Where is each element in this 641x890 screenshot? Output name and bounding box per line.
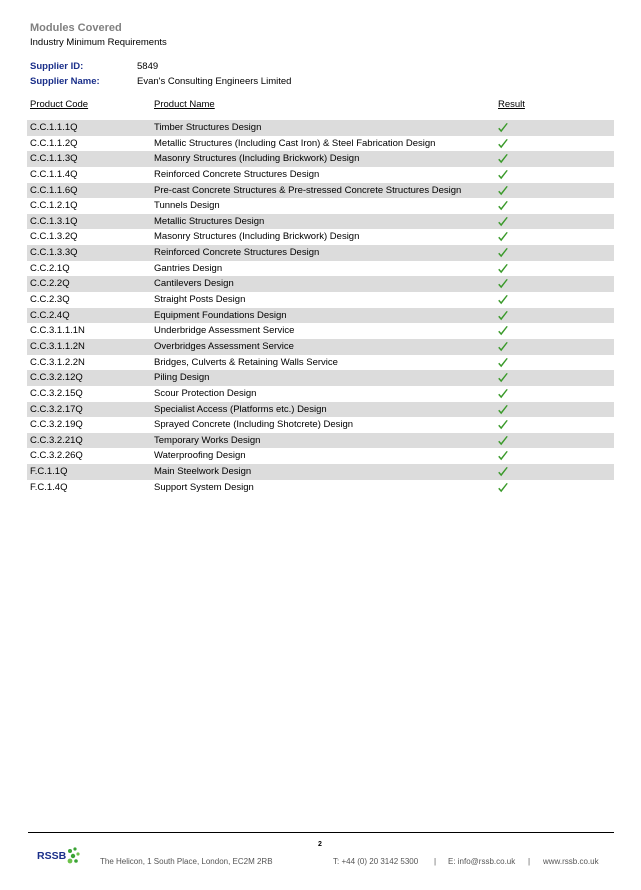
checkmark-icon	[497, 216, 509, 228]
table-row	[27, 355, 614, 371]
product-name: Metallic Structures (Including Cast Iron) & Steel Fabrication Design	[154, 137, 436, 149]
checkmark-icon	[497, 325, 509, 337]
supplier-name-label: Supplier Name:	[30, 76, 100, 87]
product-code: C.C.1.3.1Q	[30, 215, 78, 227]
product-name: Scour Protection Design	[154, 387, 257, 399]
product-code: C.C.3.2.15Q	[30, 387, 83, 399]
product-name: Tunnels Design	[154, 200, 220, 212]
checkmark-icon	[497, 263, 509, 275]
product-name: Specialist Access (Platforms etc.) Design	[154, 403, 327, 415]
checkmark-icon	[497, 200, 509, 212]
checkmark-icon	[497, 169, 509, 181]
supplier-id-label: Supplier ID:	[30, 61, 84, 72]
product-name: Masonry Structures (Including Brickwork) Design	[154, 153, 360, 165]
product-code: C.C.3.2.26Q	[30, 450, 83, 462]
table-row	[27, 402, 614, 418]
supplier-name-line	[30, 76, 291, 87]
checkmark-icon	[497, 247, 509, 259]
product-code: C.C.3.1.2.2N	[30, 356, 85, 368]
table-row	[27, 448, 614, 464]
supplier-id-value: 5849	[137, 61, 159, 72]
product-code: C.C.1.2.1Q	[30, 200, 78, 212]
checkmark-icon	[497, 388, 509, 400]
product-name: Metallic Structures Design	[154, 215, 265, 227]
product-name: Reinforced Concrete Structures Design	[154, 247, 320, 259]
product-name: Support System Design	[154, 481, 254, 493]
product-name: Waterproofing Design	[154, 450, 246, 462]
product-code: C.C.3.2.17Q	[30, 403, 83, 415]
footer-separator: |	[434, 857, 437, 866]
product-name: Equipment Foundations Design	[154, 309, 287, 321]
product-code: C.C.2.3Q	[30, 294, 70, 306]
product-name: Gantries Design	[154, 262, 223, 274]
product-code: F.C.1.4Q	[30, 481, 68, 493]
checkmark-icon	[497, 294, 509, 306]
footer-phone: T: +44 (0) 20 3142 5300	[333, 857, 419, 866]
page-title: Modules Covered	[30, 22, 122, 34]
checkmark-icon	[497, 450, 509, 462]
product-code: C.C.2.1Q	[30, 262, 70, 274]
product-name: Piling Design	[154, 372, 210, 384]
table-row	[27, 339, 614, 355]
column-header-name: Product Name	[154, 99, 215, 110]
table-row	[27, 183, 614, 199]
table-row	[27, 480, 614, 496]
footer-website: www.rssb.co.uk	[543, 857, 599, 866]
checkmark-icon	[497, 138, 509, 150]
product-code: C.C.1.1.2Q	[30, 137, 78, 149]
table-row	[27, 276, 614, 292]
checkmark-icon	[497, 435, 509, 447]
product-code: C.C.2.2Q	[30, 278, 70, 290]
checkmark-icon	[497, 278, 509, 290]
product-name: Sprayed Concrete (Including Shotcrete) Design	[154, 419, 354, 431]
checkmark-icon	[497, 404, 509, 416]
checkmark-icon	[497, 310, 509, 322]
product-code: C.C.3.2.19Q	[30, 419, 83, 431]
product-name: Main Steelwork Design	[154, 466, 252, 478]
product-code: C.C.2.4Q	[30, 309, 70, 321]
product-name: Bridges, Culverts & Retaining Walls Service	[154, 356, 338, 368]
product-code: C.C.1.1.3Q	[30, 153, 78, 165]
checkmark-icon	[497, 482, 509, 494]
product-code: C.C.3.2.12Q	[30, 372, 83, 384]
footer-divider	[28, 832, 614, 833]
checkmark-icon	[497, 419, 509, 431]
checkmark-icon	[497, 231, 509, 243]
table-row	[27, 167, 614, 183]
product-code: C.C.1.1.1Q	[30, 122, 78, 133]
footer-address: The Helicon, 1 South Place, London, EC2M 2RB	[100, 857, 273, 866]
modules-table	[27, 120, 614, 495]
product-name: Overbridges Assessment Service	[154, 340, 294, 352]
checkmark-icon	[497, 122, 509, 134]
table-row	[27, 214, 614, 230]
logo-text: RSSB	[37, 850, 67, 862]
table-row	[27, 323, 614, 339]
product-name: Timber Structures Design	[154, 122, 262, 133]
checkmark-icon	[497, 185, 509, 197]
table-row	[27, 308, 614, 324]
table-row	[27, 245, 614, 261]
table-row	[27, 292, 614, 308]
product-code: F.C.1.1Q	[30, 466, 68, 478]
product-name: Temporary Works Design	[154, 434, 261, 446]
product-code: C.C.3.1.1.1N	[30, 325, 85, 337]
product-code: C.C.1.1.4Q	[30, 168, 78, 180]
supplier-id-line	[30, 61, 158, 72]
table-row	[27, 198, 614, 214]
checkmark-icon	[497, 153, 509, 165]
product-name: Straight Posts Design	[154, 294, 246, 306]
product-name: Underbridge Assessment Service	[154, 325, 295, 337]
table-row	[27, 433, 614, 449]
column-header-code: Product Code	[30, 99, 89, 110]
product-code: C.C.3.1.1.2N	[30, 340, 85, 352]
checkmark-icon	[497, 357, 509, 369]
product-name: Cantilevers Design	[154, 278, 234, 290]
table-row	[27, 261, 614, 277]
column-header-result: Result	[498, 99, 525, 110]
table-row	[27, 417, 614, 433]
product-name: Pre-cast Concrete Structures & Pre-stressed Concrete Structures Design	[154, 184, 462, 196]
product-name: Reinforced Concrete Structures Design	[154, 168, 320, 180]
table-row	[27, 229, 614, 245]
table-row	[27, 136, 614, 152]
table-row	[27, 151, 614, 167]
checkmark-icon	[497, 341, 509, 353]
page-number: 2	[318, 841, 322, 848]
checkmark-icon	[497, 372, 509, 384]
footer-separator: |	[528, 857, 531, 866]
product-name: Masonry Structures (Including Brickwork) Design	[154, 231, 360, 243]
table-row	[27, 120, 614, 136]
product-code: C.C.3.2.21Q	[30, 434, 83, 446]
table-row	[27, 370, 614, 386]
supplier-name-value: Evan's Consulting Engineers Limited	[137, 76, 292, 87]
product-code: C.C.1.3.2Q	[30, 231, 78, 243]
footer-email: E: info@rssb.co.uk	[448, 857, 516, 866]
product-code: C.C.1.1.6Q	[30, 184, 78, 196]
checkmark-icon	[497, 466, 509, 478]
table-row	[27, 386, 614, 402]
logo-dots-icon	[67, 846, 83, 866]
product-code: C.C.1.3.3Q	[30, 247, 78, 259]
page-subtitle: Industry Minimum Requirements	[30, 37, 167, 48]
table-row	[27, 464, 614, 480]
rssb-logo	[37, 846, 83, 868]
